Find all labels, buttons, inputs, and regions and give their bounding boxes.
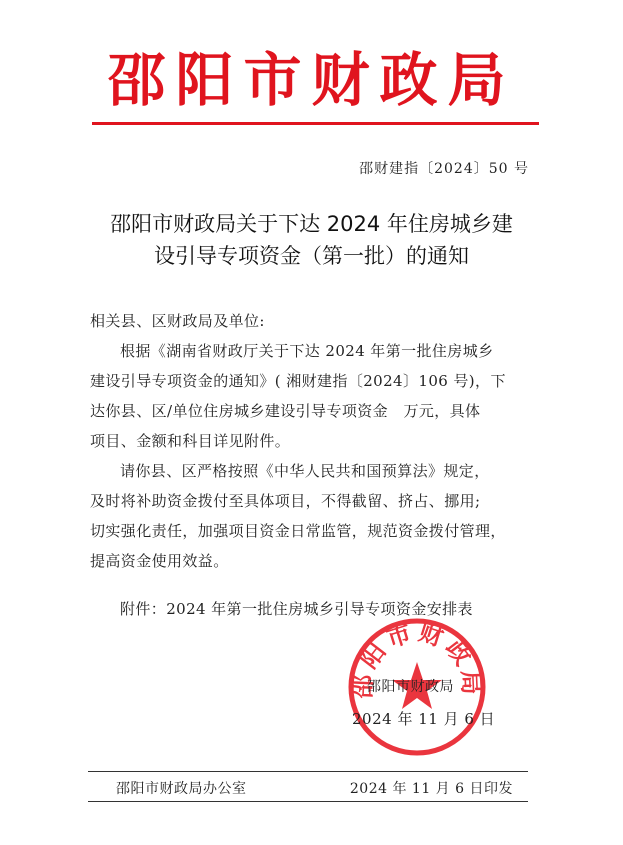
seal-text: 邵阳市财政局 <box>348 617 486 700</box>
paragraph-1-line-2: 建设引导专项资金的通知》( 湘财建指〔2024〕106 号)，下 <box>90 372 506 390</box>
paragraph-2-line-2: 及时将补助资金拨付至具体项目，不得截留、挤占、挪用; <box>90 492 481 510</box>
signature-org: 邵阳市财政局 <box>367 679 454 695</box>
footer-bottom-rule <box>88 801 528 802</box>
paragraph-1-line-3: 达你县、区/单位住房城乡建设引导专项资金 万元，具体 <box>90 402 481 420</box>
attachment-note: 附件：2024 年第一批住房城乡引导专项资金安排表 <box>120 600 473 618</box>
title-line-2: 设引导专项资金（第一批）的通知 <box>154 244 469 268</box>
masthead-title: 邵阳市财政局 <box>107 46 516 114</box>
footer-issue-date: 2024 年 11 月 6 日印发 <box>349 781 513 797</box>
document-number: 邵财建指〔2024〕50 号 <box>359 161 529 177</box>
paragraph-1-line-4: 项目、金额和科目详见附件。 <box>90 432 291 450</box>
document-body <box>90 306 540 576</box>
footer-office: 邵阳市财政局办公室 <box>116 781 247 797</box>
title-line-1: 邵阳市财政局关于下达 2024 年住房城乡建 <box>110 212 513 236</box>
salutation: 相关县、区财政局及单位: <box>90 312 265 330</box>
footer-top-rule <box>88 771 528 772</box>
signature-date: 2024 年 11 月 6 日 <box>352 710 496 728</box>
paragraph-2-line-1: 请你县、区严格按照《中华人民共和国预算法》规定， <box>120 462 490 480</box>
red-separator-line <box>92 122 539 125</box>
paragraph-1-line-1: 根据《湖南省财政厅关于下达 2024 年第一批住房城乡 <box>120 342 494 360</box>
paragraph-2-line-3: 切实强化责任，加强项目资金日常监管，规范资金拨付管理， <box>90 522 506 540</box>
document-title <box>80 208 543 272</box>
paragraph-2-line-4: 提高资金使用效益。 <box>90 552 229 570</box>
